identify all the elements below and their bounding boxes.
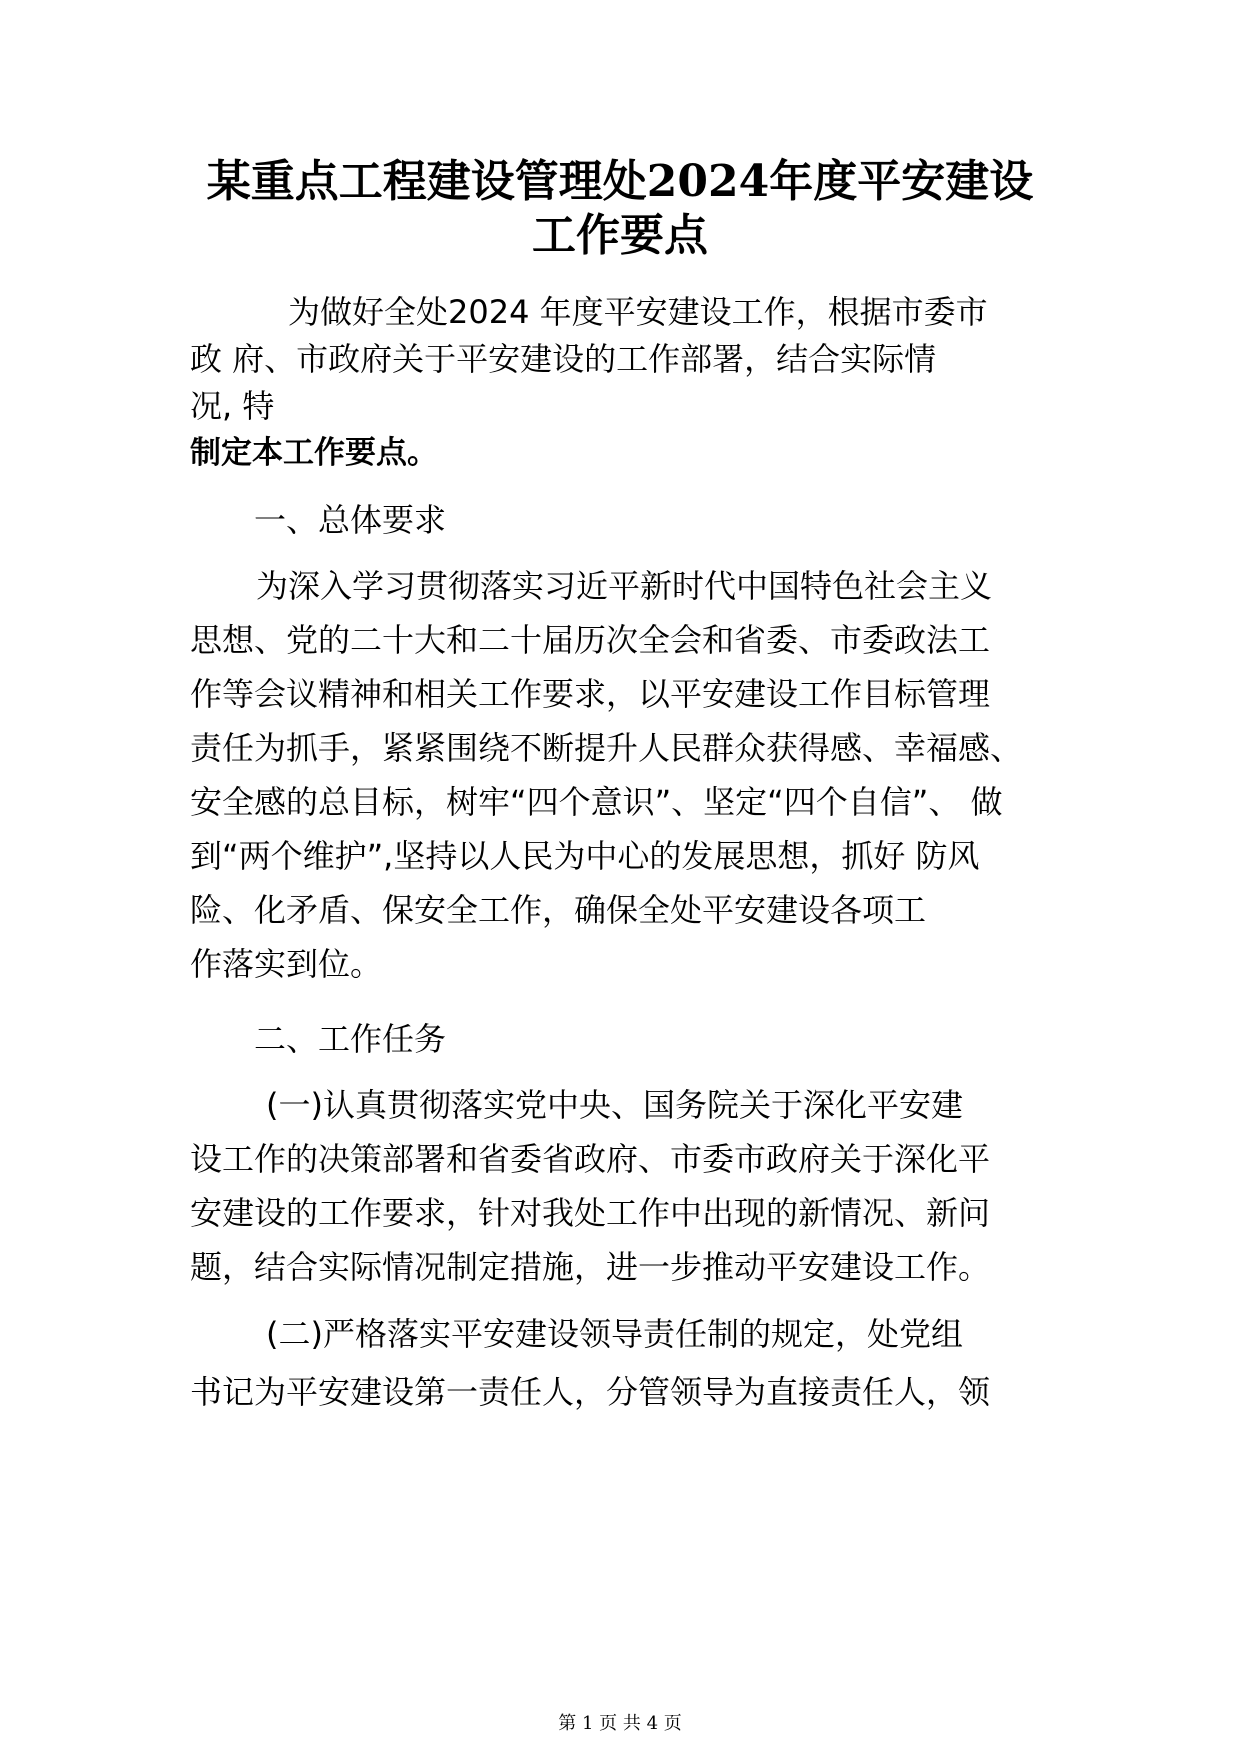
paragraph-line: 作等会议精神和相关工作要求，以平安建设工作目标管理	[190, 675, 991, 713]
paragraph-line: 责任为抓手，紧紧围绕不断提升人民群众获得感、幸福感、	[190, 729, 1023, 767]
paragraph-line: 书记为平安建设第一责任人，分管领导为直接责任人，领	[190, 1373, 991, 1411]
paragraph-line: 思想、党的二十大和二十届历次全会和省委、市委政法工	[190, 621, 991, 659]
paragraph-line: (二)严格落实平安建设领导责任制的规定，处党组	[266, 1315, 963, 1353]
paragraph-line: 为深入学习贯彻落实习近平新时代中国特色社会主义	[256, 567, 993, 605]
paragraph-line: 险、化矛盾、保安全工作，确保全处平安建设各项工	[190, 891, 927, 929]
paragraph-line: 题，结合实际情况制定措施，进一步推动平安建设工作。	[190, 1248, 991, 1286]
intro-line: 制定本工作要点。	[190, 435, 438, 471]
paragraph-line: (一)认真贯彻落实党中央、国务院关于深化平安建	[266, 1086, 963, 1124]
section-heading-1: 一、总体要求	[254, 501, 447, 539]
intro-line: 为做好全处2024 年度平安建设工作，根据市委市	[288, 293, 988, 331]
intro-line: 况, 特	[190, 387, 275, 425]
document-title-line-1: 某重点工程建设管理处2024年度平安建设	[206, 156, 1034, 207]
paragraph-line: 设工作的决策部署和省委省政府、市委市政府关于深化平	[190, 1140, 991, 1178]
section-heading-2: 二、工作任务	[254, 1020, 447, 1058]
paragraph-line: 作落实到位。	[190, 945, 383, 983]
paragraph-line: 到“两个维护”,坚持以人民为中心的发展思想，抓好 防风	[190, 837, 980, 875]
paragraph-line: 安全感的总目标，树牢“四个意识”、坚定“四个自信”、 做	[190, 783, 1003, 821]
document-title-line-2: 工作要点	[532, 210, 708, 261]
intro-line: 政 府、市政府关于平安建设的工作部署，结合实际情	[190, 340, 937, 378]
page-number-footer: 第 1 页 共 4 页	[558, 1713, 682, 1734]
paragraph-line: 安建设的工作要求，针对我处工作中出现的新情况、新问	[190, 1194, 991, 1232]
